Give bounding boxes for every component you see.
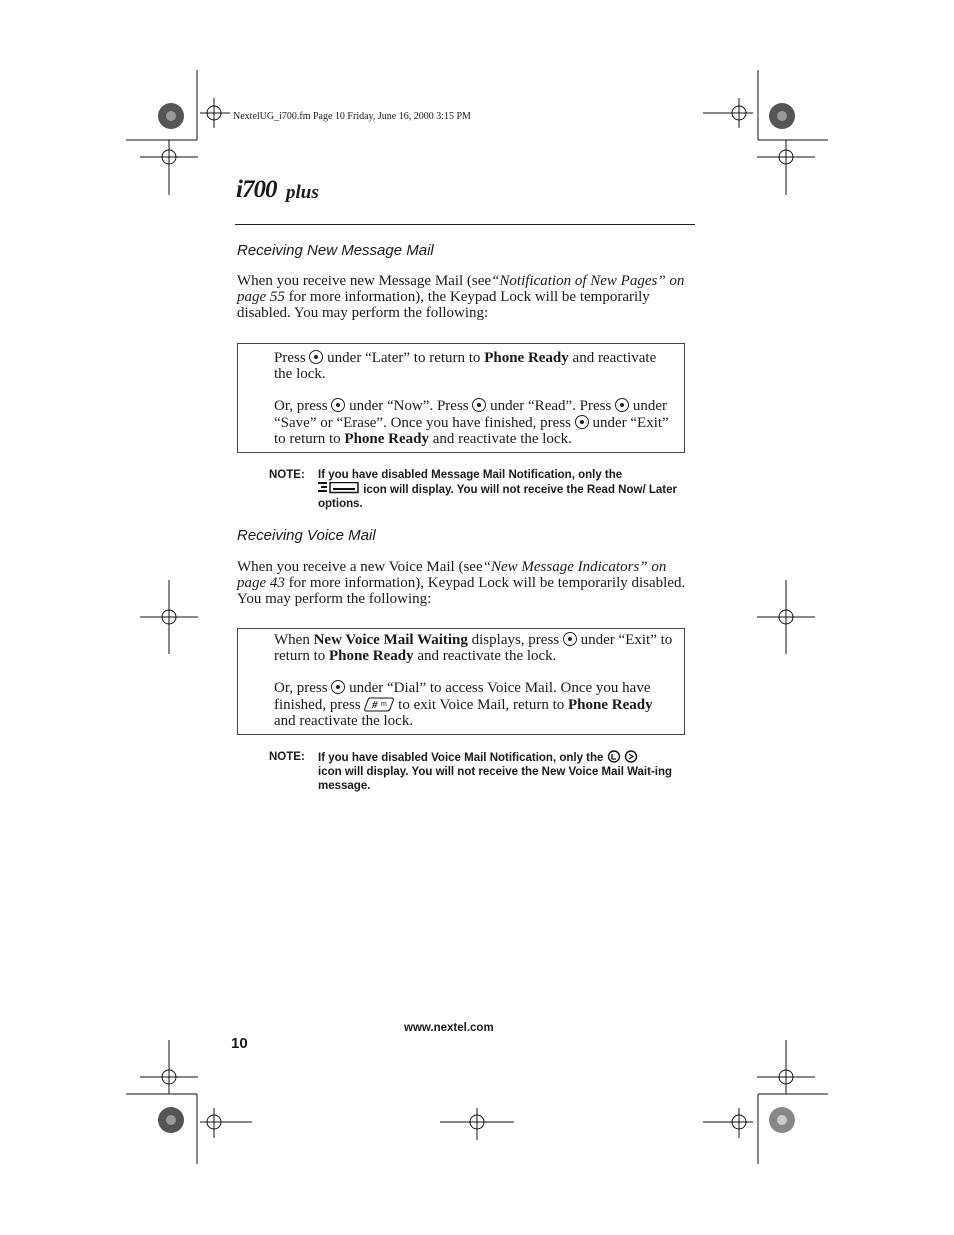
text: Or, press [274,398,332,415]
text: Or, press [274,680,332,697]
instruction-paragraph [274,680,674,729]
text: displays, press [467,632,563,648]
intro-text: for more information), the Keypad Lock will be temporarily disabled. You may perform the following: [237,288,650,321]
menu-select-button-icon [615,398,629,412]
menu-select-button-icon [472,398,486,412]
cross-reference-link[interactable]: “Notification of New Pages” on page 55 [237,273,685,305]
note-text-voice-mail [318,750,690,794]
text: and reactivate the lock. [274,350,657,382]
pound-key-icon [364,697,394,712]
instruction-content [274,632,674,729]
intro-text: When you receive a new Voice Mail (see [237,559,483,575]
menu-select-button-icon [575,415,589,429]
svg-text:m: m [381,700,388,708]
text: under “Read”. Press [486,398,616,415]
phone-ready-label: Phone Ready [344,430,429,447]
message-mail-icon [318,482,360,494]
text: and reactivate the lock. [429,430,572,447]
header-rule [235,224,695,225]
voice-mail-icon [607,750,639,763]
section-title-voice-mail: Receiving Voice Mail [237,527,376,544]
text: under “Now”. Press [345,398,473,415]
menu-select-button-icon [309,350,323,364]
instruction-box-voice-mail [237,628,685,735]
text: icon will display. You will not receive the New Voice Mail Wait-ing message. [318,766,673,793]
instruction-paragraph [274,632,674,664]
menu-select-button-icon [563,632,577,646]
phone-ready-label: Phone Ready [568,696,653,713]
instruction-content [274,350,674,447]
instruction-box-message-mail [237,343,685,453]
instruction-paragraph [274,350,674,382]
footer-url: www.nextel.com [404,1022,494,1034]
instruction-paragraph [274,398,674,447]
phone-ready-label: Phone Ready [328,647,414,664]
text: If you have disabled Voice Mail Notification, only the [318,752,604,764]
phone-ready-label: Phone Ready [484,350,569,366]
text: under “Exit” to return to [274,632,673,664]
text: under “Exit” to return to [274,414,669,447]
menu-select-button-icon [331,398,345,412]
intro-text: When you receive new Message Mail (see [237,273,492,289]
section-intro-voice-mail [237,560,689,607]
svg-text:#: # [372,698,378,711]
note-text-message-mail [318,468,690,512]
text: under “Later” to return to [323,350,485,366]
new-voice-mail-waiting-label: New Voice Mail Waiting [313,632,468,648]
text: under “Dial” to access Voice Mail. Once you have finished, press [274,680,651,713]
product-logo [236,176,346,210]
text: If you have disabled Message Mail Notification, only the [318,469,623,481]
note-label: NOTE: [269,751,305,763]
cross-reference-link[interactable]: “New Message Indicators” on page 43 [237,559,667,591]
text: icon will display. You will not receive the Read Now/ Later options. [318,484,677,511]
file-info-header: NextelUG_i700.fm Page 10 Friday, June 16, 2000 3:15 PM [233,111,471,122]
logo-model: i700 [236,176,277,203]
text: and reactivate the lock. [413,647,557,664]
section-title-message-mail: Receiving New Message Mail [237,242,434,259]
note-label: NOTE: [269,469,305,481]
text: When [274,632,314,648]
page-number: 10 [231,1035,248,1052]
text: under “Save” or “Erase”. Once you have finished, press [274,398,667,431]
text: and reactivate the lock. [274,712,414,729]
menu-select-button-icon [331,680,345,694]
logo-suffix: plus [286,182,319,203]
text: to exit Voice Mail, return to [394,696,568,713]
section-intro-message-mail [237,274,689,321]
intro-text: for more information), Keypad Lock will be temporarily disabled. You may perform the following: [237,574,686,607]
text: Press [274,350,310,366]
